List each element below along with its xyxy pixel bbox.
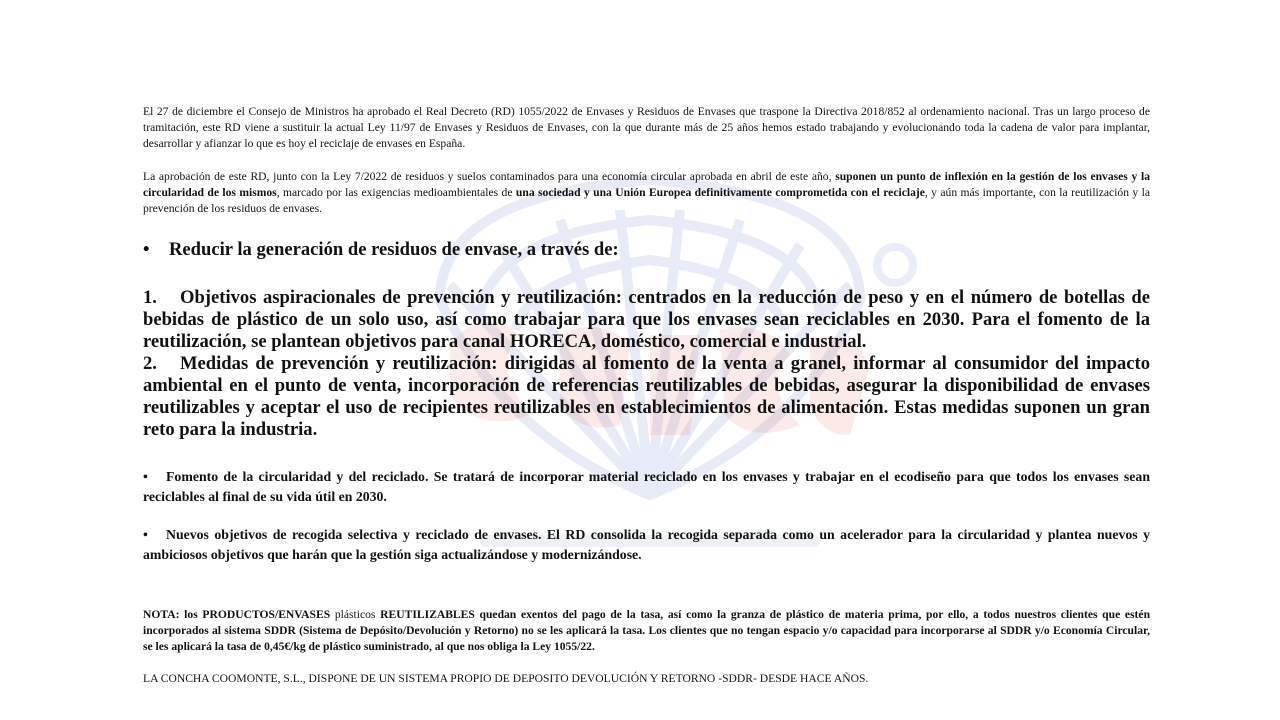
numbered-item-1-text: Objetivos aspiracionales de prevención y reutilización: centrados en la reducción de peso y en el número de botellas de bebidas de plástico de un solo uso, así como trabajar para que los envases sean reciclables en 2030. Para el fomento de la reutilización, se plantean objetivos para canal HORECA, doméstico, comercial e industrial.	[143, 287, 1150, 352]
section-heading	[143, 239, 1150, 261]
bullet-item-recogida-bullet: •	[143, 527, 148, 542]
note-paragraph	[143, 607, 1150, 655]
document-body	[143, 104, 1150, 687]
bullet-item-circularidad-bullet: •	[143, 469, 148, 484]
numbered-list	[143, 287, 1150, 441]
footer-statement: LA CONCHA COOMONTE, S.L., DISPONE DE UN SISTEMA PROPIO DE DEPOSITO DEVOLUCIÓN Y RETORNO -SDDR- DESDE HACE AÑOS.	[143, 672, 869, 685]
numbered-item-1-number: 1.	[143, 287, 157, 308]
numbered-item-2	[143, 353, 1150, 441]
numbered-item-2-number: 2.	[143, 353, 157, 374]
intro-paragraph-2	[143, 169, 1150, 217]
intro-p2-text-a: La aprobación de este RD, junto con la Ley 7/2022 de residuos y suelos contaminados para una economía circular aprobada en abril de este año,	[143, 170, 836, 183]
intro-paragraph-1: El 27 de diciembre el Consejo de Ministros ha aprobado el Real Decreto (RD) 1055/2022 de Envases y Residuos de Envases que traspone la Directiva 2018/852 al ordenamiento nacional. Tras un largo proceso de tramitación, este RD viene a sustituir la actual Ley 11/97 de Envases y Residuos de Envases, con la que durante más de 25 años hemos estado trabajando y evolucionando toda la cadena de valor para implantar, desarrollar y afianzar lo que es hoy el reciclaje de envases en España.	[143, 105, 1150, 150]
bullet-item-recogida-text: Nuevos objetivos de recogida selectiva y reciclado de envases. El RD consolida la recogida separada como un acelerador para la circularidad y plantea nuevos y ambiciosos objetivos que harán que la gestión siga actualizándose y modernizándose.	[143, 527, 1150, 562]
intro-p2-bold-b: suponen un punto de inflexión en la gestión de los envases y la circularidad de los mismos	[143, 170, 1150, 199]
numbered-item-2-text: Medidas de prevención y reutilización: dirigidas al fomento de la venta a granel, informar al consumidor del impacto ambiental en el punto de venta, incorporación de referencias reutilizables de bebidas, asegurar la disponibilidad de envases reutilizables y aceptar el uso de recipientes reutilizables en establecimientos de alimentación. Estas medidas suponen un gran reto para la industria.	[143, 353, 1150, 440]
intro-p2-text-c: , marcado por las exigencias medioambientales de	[276, 186, 516, 199]
bullet-item-recogida	[143, 525, 1150, 565]
note-bold-c: REUTILIZABLES quedan exentos del pago de la tasa	[380, 608, 661, 621]
numbered-item-1	[143, 287, 1150, 353]
intro-p2-text-e: , y aún más importante, con la reutilización y la prevención de los residuos de envases.	[143, 186, 1151, 215]
bullet-item-circularidad-text: Fomento de la circularidad y del reciclado. Se tratará de incorporar material reciclado en los envases y trabajar en el ecodiseño para que todos los envases sean reciclables al final de su vida útil en 2030.	[143, 469, 1150, 504]
heading-bullet: •	[143, 239, 150, 260]
heading-text: Reducir la generación de residuos de envase, a través de:	[169, 239, 619, 260]
bullet-item-circularidad	[143, 467, 1150, 507]
note-text-b: plásticos	[330, 608, 381, 621]
note-bold-d: , así como la granza de plástico de materia prima, por ello, a todos nuestros clientes que estén incorporados al sistema SDDR (Sistema de Depósito/Devolución y Retorno) no se les aplicará la tasa. Los clientes que no tengan espacio y/o capacidad para incorporarse al SDDR y/o Economía Circular, se les aplicará la tasa de 0,45€/kg de plástico suministrado, al que nos obliga la Ley 1055/22.	[143, 608, 1151, 653]
intro-p2-bold-d: una sociedad y una Unión Europea definitivamente comprometida con el reciclaje	[515, 186, 925, 199]
note-bold-a: NOTA: los PRODUCTOS/ENVASES	[143, 608, 331, 621]
